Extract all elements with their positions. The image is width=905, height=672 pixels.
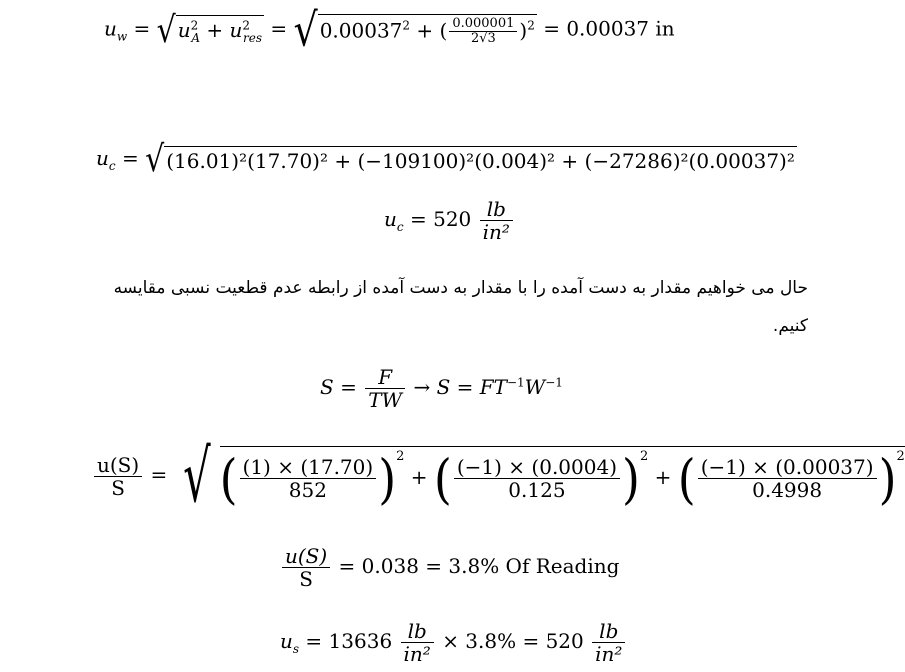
term3-fraction: $\frac{(-1) \times (0.00037)}{0.4998}$ <box>698 456 877 501</box>
persian-paragraph-line2: کنیم. <box>772 316 808 336</box>
sqrt-numeric <box>293 3 536 57</box>
big-radical-sign: √ <box>182 434 211 518</box>
equation-uw: $u_w$ = √ $u^2_A + u^2_{res}$ = √ $0.00037^2$ + ( $\frac{0.000001}{2√3}$ )$^2$ = 0.00037 in <box>104 3 675 57</box>
equation-uc-expanded: $u_c$ = √ (16.01)²(17.70)² + (−109100)²(0.004)² + (−27286)²(0.00037)² <box>96 138 795 181</box>
term1-fraction: $\frac{(1) \times (17.70)}{852}$ <box>240 456 377 501</box>
unit-fraction-2: $\frac{lb}{\text{in²}}$ <box>592 620 625 665</box>
term2-fraction: $\frac{(-1) \times (0.0004)}{0.125}$ <box>454 456 620 501</box>
equals-sign: = <box>270 16 294 41</box>
sqrt-uA-ures <box>156 9 264 51</box>
radical-sign: √ <box>145 138 165 181</box>
symbol-u: u <box>104 16 117 41</box>
uc-value: 520 <box>433 207 472 231</box>
fraction-uS-S: $\frac{u(S)}{S}$ <box>94 454 142 499</box>
big-radicand: ( $\frac{(1) \times (17.70)}{852}$ )$^2$ + ( $\frac{(-1) \times (0.0004)}{0.125}$ )$^2$ + ( $\frac{(-1) \times (0.00037)}{0.4998}$ )$^2$ <box>219 447 905 510</box>
unit-fraction: $\frac{lb}{\text{in²}}$ <box>480 198 513 243</box>
multiplication-result: × 3.8% = 520 <box>442 629 584 653</box>
radicand-numeric: $0.00037^2$ + ( $\frac{0.000001}{2√3}$ )$^2$ <box>319 15 535 46</box>
equation-us-final: $u_s = 13636$ $\frac{lb}{\text{in²}}$ × 3.8% = 520 $\frac{lb}{\text{in²}}$ <box>280 620 627 665</box>
radicand-uA-ures: $u^2_A + u^2_{res}$ <box>176 15 264 45</box>
fraction-res: $\frac{0.000001}{2√3}$ <box>449 17 517 47</box>
fraction-F-TW: $\frac{F}{TW}$ <box>365 366 405 411</box>
equation-uc-value: $u_c = 520$ $\frac{lb}{\text{in²}}$ <box>384 198 515 243</box>
fraction-uS-S: $\frac{u(S)}{S}$ <box>282 545 330 590</box>
persian-paragraph-line1: حال می خواهیم مقدار به دست آمده را با مقدار به دست آمده از رابطه عدم قطعیت نسبی مقایسه <box>113 278 808 298</box>
subscript-w: w <box>116 29 128 44</box>
radical-sign: √ <box>156 9 176 51</box>
stress-value: 13636 <box>328 629 393 653</box>
equation-S: S = $\frac{F}{TW}$ → $S = FT^{-1}W^{-1}$ <box>320 365 563 412</box>
radicand-uc: (16.01)²(17.70)² + (−109100)²(0.004)² + (−27286)²(0.00037)² <box>164 146 797 173</box>
equation-uS-value <box>280 545 619 590</box>
equation-uS-relative: $\frac{u(S)}{S}$ = √ ( $\frac{(1) \times (17.70)}{852}$ )$^2$ + ( $\frac{(-1) \times (0.0004)}{0.125}$ )$^2$ + ( $\frac{(-1) \times (0.00037)}{0.4998}$ )$^2$ <box>92 440 905 512</box>
equals-sign: = <box>133 16 157 41</box>
result-uw: 0.00037 in <box>566 16 675 41</box>
unit-fraction: $\frac{lb}{\text{in²}}$ <box>401 620 434 665</box>
arrow-icon: → <box>413 375 431 399</box>
radical-sign: √ <box>293 3 318 57</box>
sqrt-uc <box>145 138 797 181</box>
uS-result: = 0.038 = 3.8% Of Reading <box>338 554 620 578</box>
